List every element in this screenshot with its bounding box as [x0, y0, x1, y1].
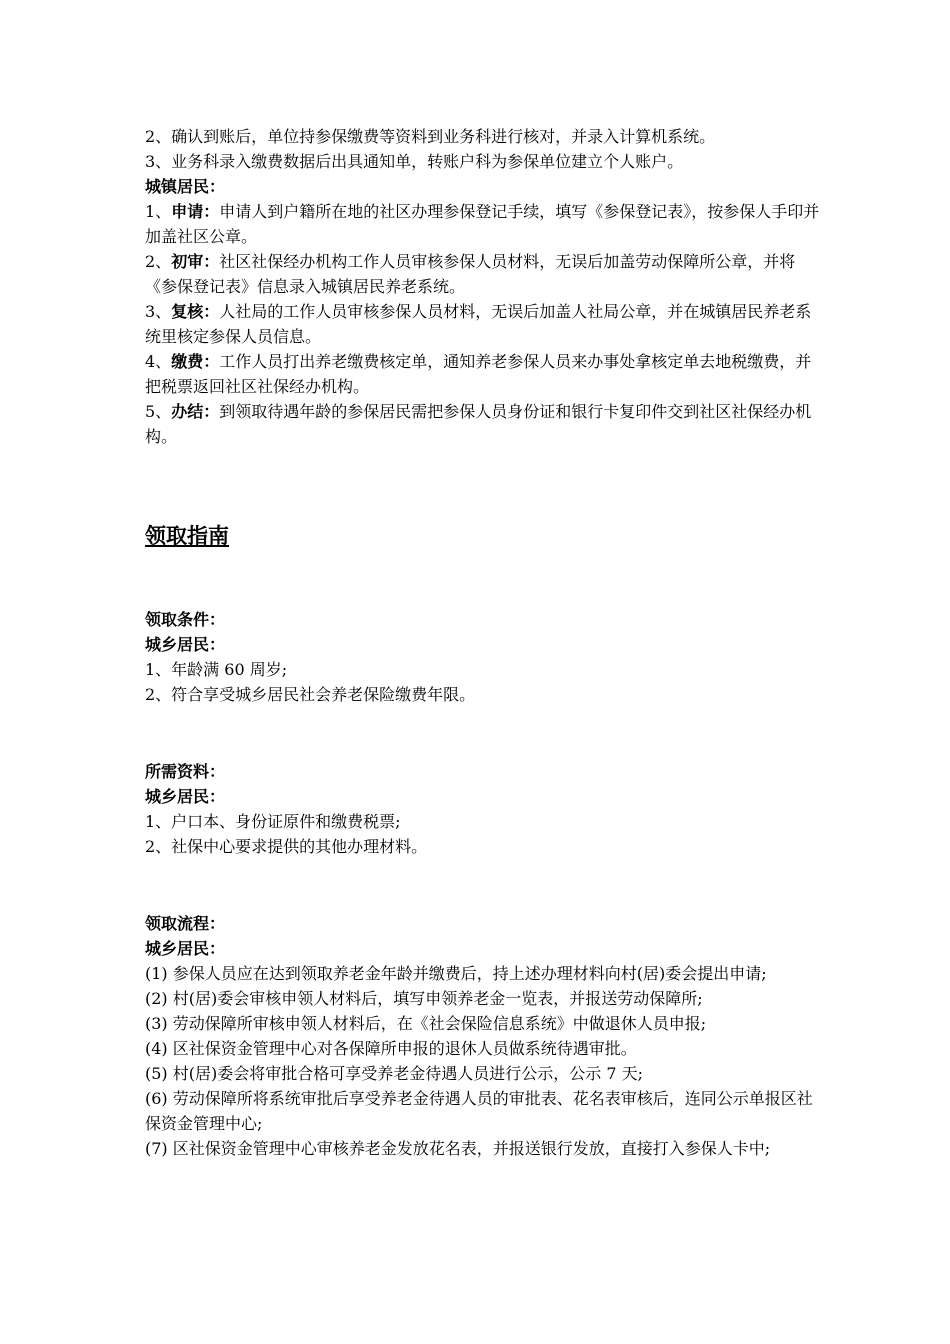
step-text: 社区社保经办机构工作人员审核参保人员材料，无误后加盖劳动保障所公章，并将《参保登记表》信息录入城镇居民养老系统。 [145, 252, 796, 296]
step-text: 申请人到户籍所在地的社区办理参保登记手续，填写《参保登记表》，按参保人手印并加盖社区公章。 [145, 202, 820, 246]
list-item: 2、符合享受城乡居民社会养老保险缴费年限。 [145, 685, 476, 704]
section-enterprise-steps [145, 124, 825, 174]
step-label: 办结： [171, 402, 220, 421]
spacer [145, 707, 825, 759]
list-item: (4) 区社保资金管理中心对各保障所申报的退休人员做系统待遇审批。 [145, 1039, 637, 1058]
step-label: 初审： [171, 252, 220, 271]
materials-subtitle: 城乡居民： [145, 787, 226, 806]
step-number: 5、 [145, 402, 172, 421]
step-text: 人社局的工作人员审核参保人员材料，无误后加盖人社局公章，并在城镇居民养老系统里核定参保人员信息。 [145, 302, 812, 346]
step-item [145, 299, 825, 349]
step-number: 1、 [145, 202, 172, 221]
spacer [145, 859, 825, 911]
step-item [145, 199, 825, 249]
section-urban-residents [145, 174, 825, 449]
step-label: 申请： [171, 202, 220, 221]
step-number: 3、 [145, 302, 172, 321]
guide-heading: 领取指南 [145, 524, 229, 548]
list-item: 1、户口本、身份证原件和缴费税票; [145, 812, 401, 831]
materials-title: 所需资料： [145, 762, 226, 781]
step-label: 缴费： [171, 352, 220, 371]
step-item [145, 249, 825, 299]
list-item: 1、年龄满 60 周岁; [145, 660, 288, 679]
list-item: (6) 劳动保障所将系统审批后享受养老金待遇人员的审批表、花名表审核后，连同公示单报区社保资金管理中心; [145, 1089, 813, 1133]
list-item: 2、社保中心要求提供的其他办理材料。 [145, 837, 428, 856]
process-title: 领取流程： [145, 914, 226, 933]
section-process [145, 911, 825, 1161]
list-item: (5) 村(居)委会将审批合格可享受养老金待遇人员进行公示，公示 7 天; [145, 1064, 643, 1083]
paragraph-line: 2、确认到账后，单位持参保缴费等资料到业务科进行核对，并录入计算机系统。 [145, 127, 716, 146]
list-item: (2) 村(居)委会审核申领人材料后，填写申领养老金一览表，并报送劳动保障所; [145, 989, 703, 1008]
section-materials [145, 759, 825, 859]
conditions-title: 领取条件： [145, 610, 226, 629]
list-item: (1) 参保人员应在达到领取养老金年龄并缴费后，持上述办理材料向村(居)委会提出申请; [145, 964, 767, 983]
step-number: 4、 [145, 352, 172, 371]
step-number: 2、 [145, 252, 172, 271]
list-item: (7) 区社保资金管理中心审核养老金发放花名表，并报送银行发放，直接打入参保人卡中; [145, 1139, 771, 1158]
step-text: 工作人员打出养老缴费核定单，通知养老参保人员来办事处拿核定单去地税缴费，并把税票返回社区社保经办机构。 [145, 352, 812, 396]
list-item: (3) 劳动保障所审核申领人材料后，在《社会保险信息系统》中做退休人员申报; [145, 1014, 707, 1033]
paragraph-line: 3、业务科录入缴费数据后出具通知单，转账户科为参保单位建立个人账户。 [145, 152, 684, 171]
spacer [145, 551, 825, 607]
section-conditions [145, 607, 825, 707]
step-label: 复核： [171, 302, 220, 321]
conditions-subtitle: 城乡居民： [145, 635, 226, 654]
step-item [145, 399, 825, 449]
urban-residents-title: 城镇居民： [145, 177, 226, 196]
step-item [145, 349, 825, 399]
spacer [145, 449, 825, 521]
document-page [145, 124, 825, 1161]
process-subtitle: 城乡居民： [145, 939, 226, 958]
step-text: 到领取待遇年龄的参保居民需把参保人员身份证和银行卡复印件交到社区社保经办机构。 [145, 402, 812, 446]
